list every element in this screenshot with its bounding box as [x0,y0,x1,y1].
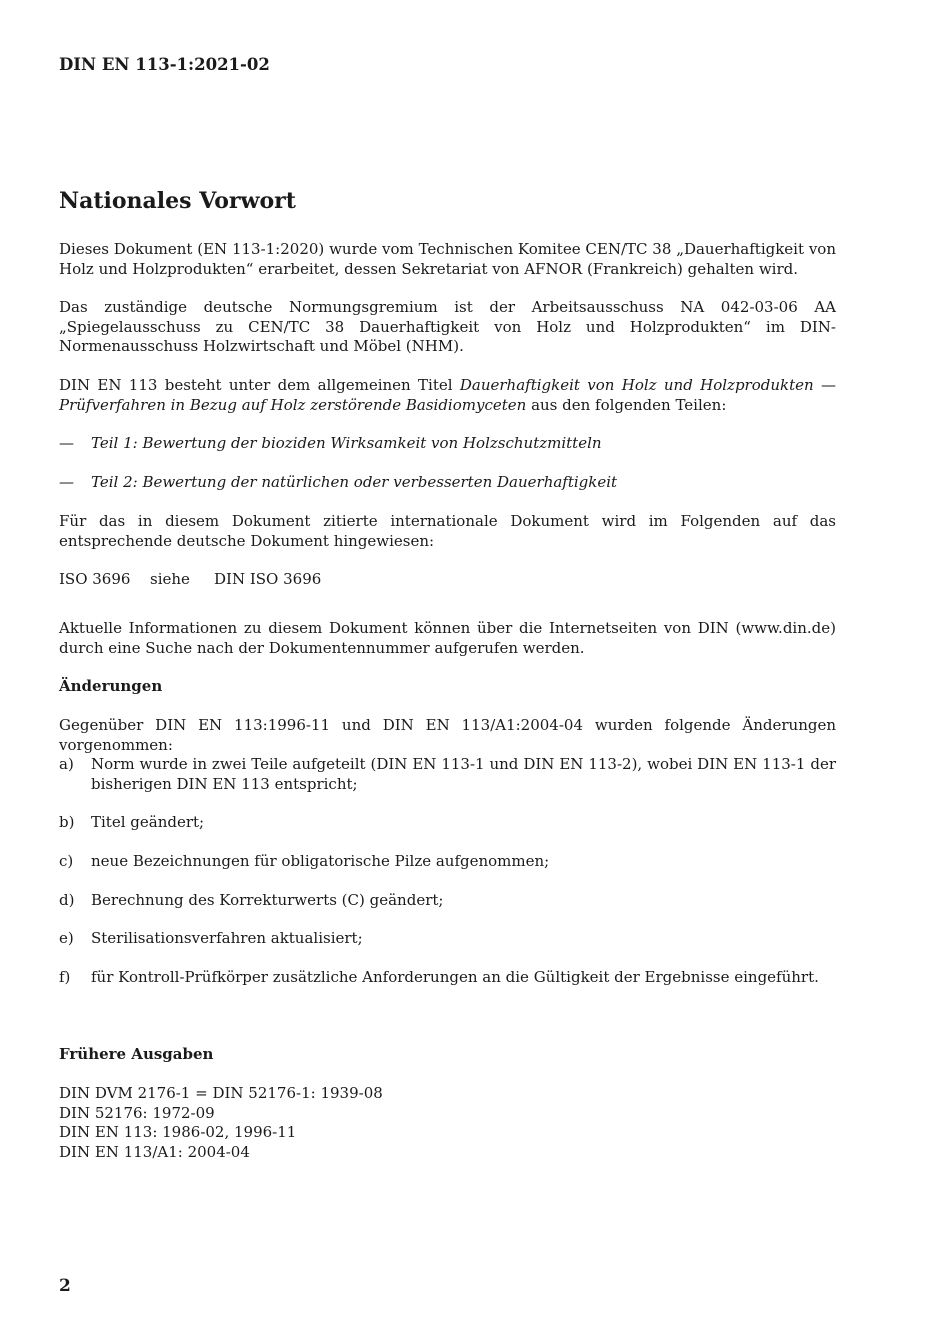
change-text: Berechnung des Korrekturwerts (C) geändert; [91,891,444,909]
list-item [59,968,836,988]
list-item [59,852,836,872]
earlier-editions-list [59,1084,836,1162]
parts-intro-start: DIN EN 113 besteht unter dem allgemeinen Titel [59,376,460,394]
parts-intro-end: aus den folgenden Teilen: [526,395,727,414]
paragraph-committee: Dieses Dokument (EN 113-1:2020) wurde vom Technischen Komitee CEN/TC 38 „Dauerhaftigkeit von Holz und Holzprodukten“ erarbeitet, dessen Sekretariat von AFNOR (Frankreich) gehalten wird. [59,240,836,278]
list-marker: e) [59,929,74,947]
change-text: neue Bezeichnungen für obligatorische Pilze aufgenommen; [91,852,550,870]
page-title: Nationales Vorwort [59,188,296,214]
changes-intro: Gegenüber DIN EN 113:1996-11 und DIN EN 113/A1:2004-04 wurden folgende Änderungen vorgenommen: [59,716,836,754]
general-title: Dauerhaftigkeit von Holz und Holzprodukten — Prüfverfahren in Bezug auf Holz zerstörende Basidiomyceten [59,376,836,414]
paragraph-reference-intro: Für das in diesem Dokument zitierte internationale Dokument wird im Folgenden auf das entsprechende deutsche Dokument hingewiesen: [59,512,836,550]
list-marker: a) [59,755,74,773]
paragraph-working-group: Das zuständige deutsche Normungsgremium ist der Arbeitsausschuss NA 042-03-06 AA „Spiegelausschuss zu CEN/TC 38 Dauerhaftigkeit von Holz und Holzprodukten“ im DIN-Normenausschuss Holzwirtschaft und Möbel (NHM). [59,298,836,356]
changes-heading: Änderungen [59,677,163,695]
reference-row [59,570,836,590]
list-marker: b) [59,813,75,831]
edition-line: DIN EN 113/A1: 2004-04 [59,1142,250,1161]
document-page [59,0,836,1343]
change-text: für Kontroll-Prüfkörper zusätzliche Anforderungen an die Gültigkeit der Ergebnisse eingeführt. [91,968,819,986]
list-marker: f) [59,968,71,986]
reference-siehe: siehe [150,570,190,588]
list-marker: c) [59,852,74,870]
edition-line: DIN DVM 2176-1 = DIN 52176-1: 1939-08 [59,1084,383,1102]
paragraph-parts-intro [59,376,836,415]
dash-marker: — [59,473,74,491]
list-marker: d) [59,891,75,909]
reference-din: DIN ISO 3696 [214,570,322,588]
page-number: 2 [59,1276,71,1296]
document-id-header: DIN EN 113-1:2021-02 [59,55,270,74]
dash-marker: — [59,434,74,452]
part-1-title: Teil 1: Bewertung der bioziden Wirksamkeit von Holzschutzmitteln [91,434,602,452]
change-text: Sterilisationsverfahren aktualisiert; [91,929,363,947]
change-text: Titel geändert; [91,813,205,831]
list-item [59,929,836,949]
edition-line: DIN 52176: 1972-09 [59,1103,215,1122]
change-text: Norm wurde in zwei Teile aufgeteilt (DIN EN 113-1 und DIN EN 113-2), wobei DIN EN 113-1 der bisherigen DIN EN 113 entspricht; [91,755,836,793]
edition-line: DIN EN 113: 1986-02, 1996-11 [59,1123,297,1142]
list-item [59,813,836,833]
list-item [59,891,836,911]
list-item [59,755,836,794]
list-item [59,473,836,493]
paragraph-current-info: Aktuelle Informationen zu diesem Dokument können über die Internetseiten von DIN (www.din.de) durch eine Suche nach der Dokumentennummer aufgerufen werden. [59,619,836,657]
reference-iso: ISO 3696 [59,570,131,588]
list-item [59,434,836,454]
earlier-editions-heading: Frühere Ausgaben [59,1045,214,1063]
part-2-title: Teil 2: Bewertung der natürlichen oder verbesserten Dauerhaftigkeit [91,473,618,491]
